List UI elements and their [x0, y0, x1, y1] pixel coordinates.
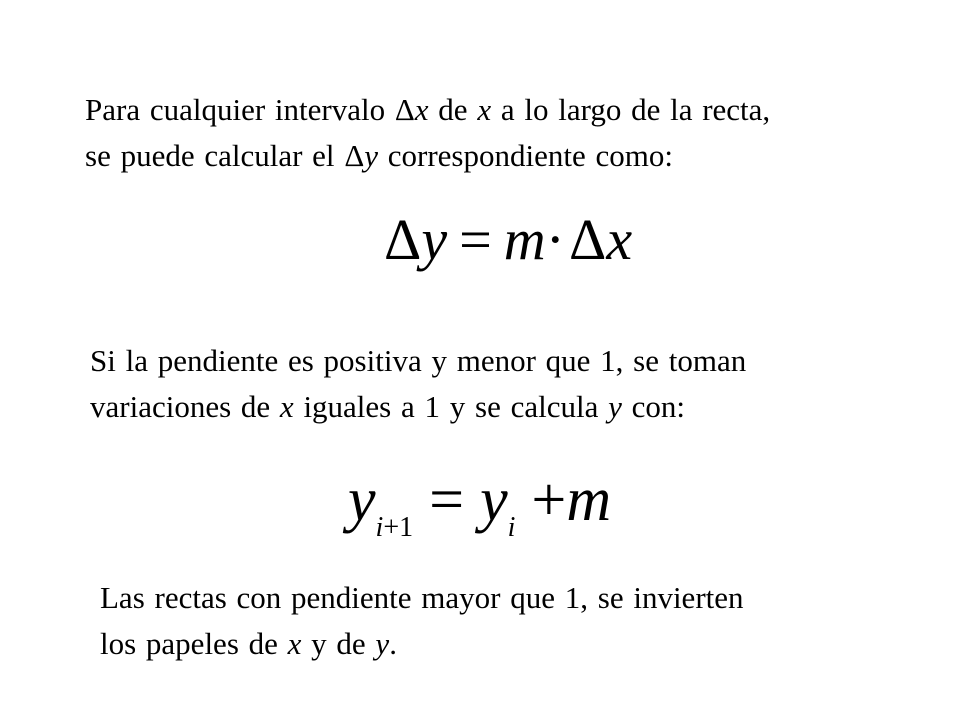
variable-y: y — [608, 389, 622, 424]
variable-y: y — [480, 466, 508, 534]
variable-x: x — [414, 92, 429, 127]
variable-x: x — [606, 207, 633, 272]
subscript-i: i — [507, 512, 516, 543]
multiplication-dot: · — [545, 207, 565, 272]
variable-m: m — [566, 466, 612, 534]
text-span: se puede calcular el — [85, 138, 345, 173]
subscript-i: i — [375, 512, 384, 543]
plus-sign: + — [531, 466, 567, 534]
delta-symbol: Δ — [384, 207, 422, 272]
text-span: variaciones de — [90, 389, 280, 424]
text-span: Si la pendiente es positiva y menor que 1, se toman — [90, 343, 747, 378]
paragraph-line — [85, 87, 770, 133]
paragraph-line — [85, 133, 770, 179]
variable-y: y — [421, 207, 448, 272]
paragraph-line — [100, 575, 744, 621]
delta-symbol: Δ — [394, 92, 415, 127]
paragraph-line — [100, 621, 744, 667]
paragraph-positive-slope — [90, 338, 746, 430]
paragraph-line — [90, 384, 746, 430]
text-span: . — [389, 626, 397, 661]
text-span: iguales a 1 y se calcula — [293, 389, 609, 424]
paragraph-delta-intro — [85, 87, 770, 179]
equals-sign: = — [429, 466, 465, 534]
variable-y: y — [364, 138, 379, 173]
text-span: con: — [621, 389, 685, 424]
text-span: y de — [301, 626, 376, 661]
delta-symbol: Δ — [569, 207, 607, 272]
delta-symbol: Δ — [344, 138, 365, 173]
variable-y: y — [348, 466, 376, 534]
text-span: los papeles de — [100, 626, 288, 661]
text-span: a lo largo de la recta, — [491, 92, 771, 127]
text-span: correspondiente como: — [378, 138, 673, 173]
variable-x: x — [477, 92, 492, 127]
subscript — [508, 512, 516, 543]
equals-sign: = — [459, 207, 492, 272]
text-span: Para cualquier intervalo — [85, 92, 395, 127]
variable-m: m — [503, 207, 546, 272]
text-span: de — [428, 92, 478, 127]
variable-x: x — [279, 389, 294, 424]
equation-delta-y — [384, 205, 632, 275]
variable-y: y — [375, 626, 390, 661]
paragraph-steep-slope — [100, 575, 744, 667]
subscript — [376, 512, 414, 543]
variable-x: x — [287, 626, 302, 661]
text-span: Las rectas con pendiente mayor que 1, se invierten — [100, 580, 744, 615]
paragraph-line — [90, 338, 746, 384]
equation-y-increment — [348, 460, 611, 552]
subscript-plus-one: +1 — [383, 512, 414, 543]
